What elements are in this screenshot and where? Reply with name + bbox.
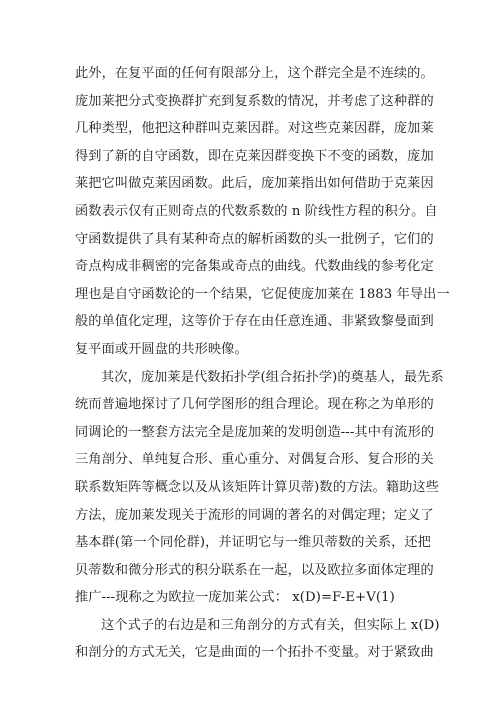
paragraph-start-line: 这个式子的右边是和三角剖分的方式有关，但实际上 x(D) xyxy=(101,617,440,633)
text-line: 贝蒂数和微分形式的积分联系在一起，以及欧拉多面体定理的 xyxy=(75,562,434,578)
text-line: 庞加莱把分式变换群扩充到复系数的情况，并考虑了这种群的 xyxy=(75,93,434,109)
text-line: 此外，在复平面的任何有限部分上，这个群完全是不连续的。 xyxy=(75,66,434,81)
text-line: 方法，庞加莱发现关于流形的同调的著名的对偶定理；定义了 xyxy=(75,507,434,523)
formula-line: 推广---现称之为欧拉一庞加莱公式： x(D)=F-E+V(1) xyxy=(75,590,395,606)
text-line: 三角剖分、单纯复合形、重心重分、对偶复合形、复合形的关 xyxy=(75,452,434,468)
text-line: 莱把它叫做克莱因函数。此后，庞加莱指出如何借助于克莱因 xyxy=(75,176,434,192)
text-line: 守函数提供了具有某种奇点的解析函数的头一批例子，它们的 xyxy=(75,231,434,247)
text-line: 几种类型，他把这种群叫克莱因群。对这些克莱因群，庞加莱 xyxy=(75,121,434,137)
text-line: 复平面或开圆盘的共形映像。 xyxy=(75,341,248,357)
text-line: 函数表示仅有正则奇点的代数系数的 n 阶线性方程的积分。自 xyxy=(75,203,438,219)
text-line: 统而普遍地探讨了几何学图形的组合理论。现在称之为单形的 xyxy=(75,397,434,413)
text-line: 同调论的一整套方法完全是庞加莱的发明创造---其中有流形的 xyxy=(75,424,435,440)
text-line: 得到了新的自守函数，即在克莱因群变换下不变的函数，庞加 xyxy=(75,148,434,164)
text-line: 基本群(第一个同伦群)，并证明它与一维贝蒂数的关系，还把 xyxy=(75,535,431,551)
document-body xyxy=(75,60,450,667)
text-line: 奇点构成非稠密的完备集或奇点的曲线。代数曲线的参考化定 xyxy=(75,259,434,275)
text-line: 和剖分的方式无关，它是曲面的一个拓扑不变量。对于紧致曲 xyxy=(75,645,434,661)
text-line: 联系数矩阵等概念以及从该矩阵计算贝蒂)数的方法。籍助这些 xyxy=(75,479,440,495)
text-line: 般的单值化定理，这等价于存在由任意连通、非紧致黎曼面到 xyxy=(75,314,434,330)
paragraph-start-line: 其次，庞加莱是代数拓扑学(组合拓扑学)的奠基人，最先系 xyxy=(101,369,444,385)
text-line: 理也是自守函数论的一个结果，它促使庞加莱在 1883 年导出一 xyxy=(75,286,450,302)
